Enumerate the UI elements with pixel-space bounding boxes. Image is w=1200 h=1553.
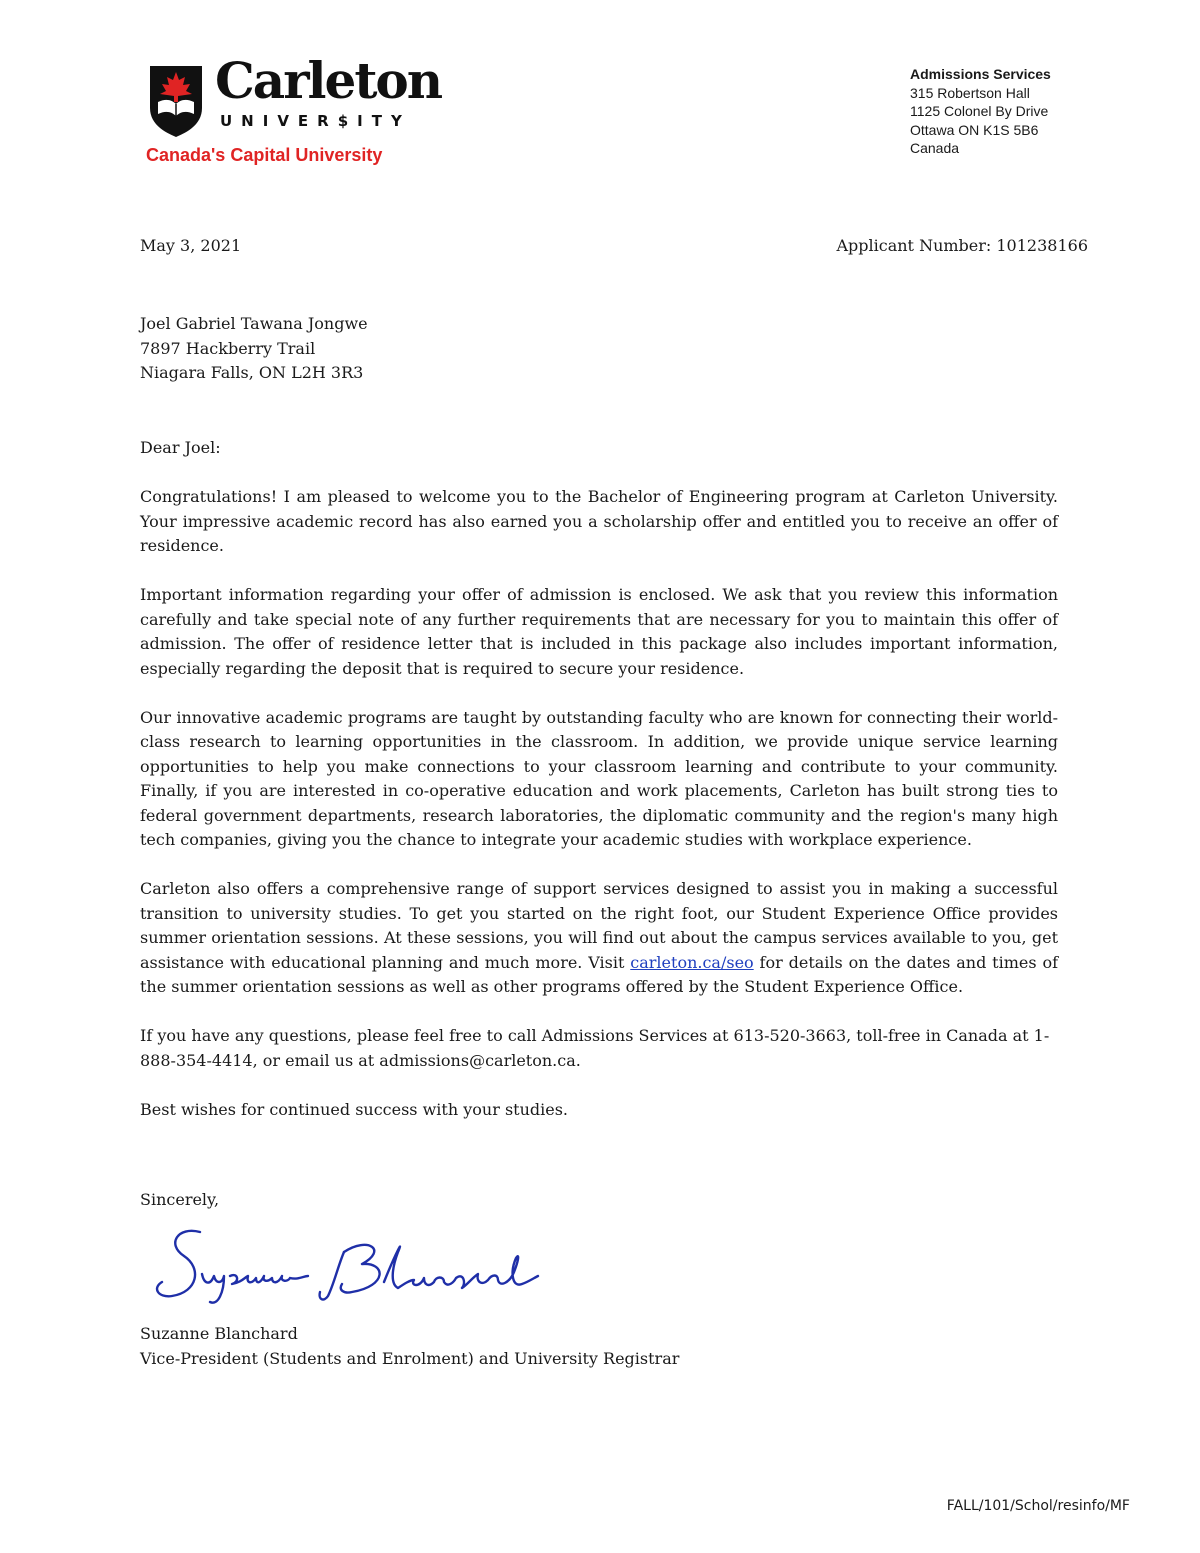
signature-image	[148, 1222, 548, 1312]
university-tagline: Canada's Capital University	[146, 145, 383, 165]
paragraph-support-services	[140, 877, 1058, 1000]
department-address	[910, 65, 1051, 158]
recipient-name: Joel Gabriel Tawana Jongwe	[140, 314, 368, 333]
address-line: 1125 Colonel By Drive	[910, 103, 1049, 119]
best-wishes: Best wishes for continued success with your studies.	[140, 1099, 569, 1119]
salutation: Dear Joel:	[140, 438, 221, 457]
reference-code: FALL/101/Schol/resinfo/MF	[946, 1498, 1130, 1514]
university-wordmark: Carleton	[215, 51, 442, 110]
seo-link[interactable]: carleton.ca/seo	[630, 952, 754, 972]
signer-block	[140, 1322, 679, 1371]
paragraph-admission-info: Important information regarding your offer of admission is enclosed. We ask that you review this information carefully and take special note of any further requirements that are necessary for you to maintain this offer of admission. The offer of residence letter that is included in this package also includes important information, especially regarding the deposit that is required to secure your residence.	[140, 585, 1058, 678]
signer-title: Vice-President (Students and Enrolment) and University Registrar	[140, 1348, 680, 1368]
letter-body	[140, 436, 1058, 1147]
signer-name: Suzanne Blanchard	[140, 1324, 298, 1343]
recipient-address	[140, 312, 368, 386]
address-line: Ottawa ON K1S 5B6	[910, 121, 1039, 138]
university-logo	[145, 51, 442, 170]
support-text-after: for details on the dates and times of the summer orientation sessions as well as other programs offered by the Student Experience Office.	[140, 952, 1058, 996]
applicant-number: Applicant Number: 101238166	[836, 236, 1088, 255]
recipient-street: 7897 Hackberry Trail	[140, 338, 316, 358]
address-line: 315 Robertson Hall	[910, 84, 1030, 101]
shield-crest-icon	[148, 64, 204, 138]
paragraph-contact: If you have any questions, please feel free to call Admissions Services at 613-520-3663, toll-free in Canada at 1-888-354-4414, or email us at admissions@carleton.ca.	[140, 1026, 1050, 1070]
paragraph-congratulations: Congratulations! I am pleased to welcome you to the Bachelor of Engineering program at Carleton University. Your impressive academic record has also earned you a scholarship offer and entitled you to receive an offer of residence.	[140, 487, 1058, 555]
department-name: Admissions Services	[910, 66, 1051, 82]
closing: Sincerely,	[140, 1190, 220, 1209]
address-line: Canada	[910, 140, 960, 156]
university-subword: UNIVER$ITY	[220, 112, 411, 130]
support-text-before: Carleton also offers a comprehensive range of support services designed to assist you in making a successful transition to university studies. To get you started on the right foot, our Student Experience Office provides summer orientation sessions. At these sessions, you will find out about the campus services available to you, get assistance with educational planning and much more. Visit	[140, 879, 1058, 972]
letter-date: May 3, 2021	[140, 236, 242, 255]
paragraph-programs: Our innovative academic programs are taught by outstanding faculty who are known for connecting their world-class research to learning opportunities in the classroom. In addition, we provide unique service learning opportunities to help you make connections to your classroom learning and contribute to your community. Finally, if you are interested in co-operative education and work placements, Carleton has built strong ties to federal government departments, research laboratories, the diplomatic community and the region's many high tech companies, giving you the chance to integrate your academic studies with workplace experience.	[140, 707, 1058, 849]
recipient-city: Niagara Falls, ON L2H 3R3	[140, 363, 364, 382]
